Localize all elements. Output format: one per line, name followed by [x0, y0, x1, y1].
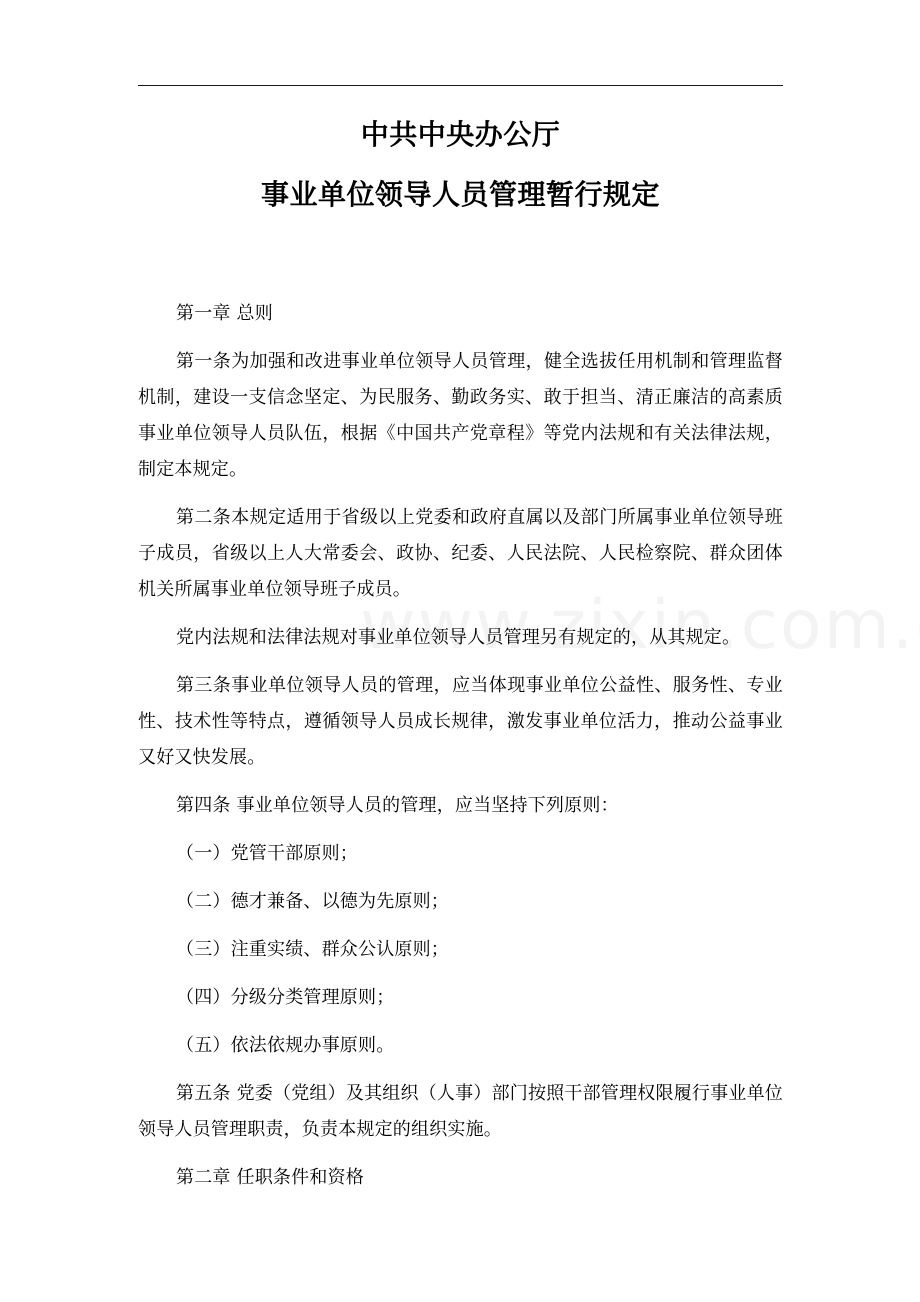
principle-item: （一）党管干部原则； [176, 843, 358, 864]
article-1: 第一条为加强和改进事业单位领导人员管理，健全选拔任用机制和管理监督机制，建设一支信念坚定、为民服务、勤政务实、敢于担当、清正廉洁的高素质事业单位领导人员队伍，根据《中国共产党章程》等党内法规和有关法律法规，制定本规定。 [138, 351, 783, 480]
article-2: 第二条本规定适用于省级以上党委和政府直属以及部门所属事业单位领导班子成员，省级以上人大常委会、政协、纪委、人民法院、人民检察院、群众团体机关所属事业单位领导班子成员。 [138, 507, 783, 600]
principle-item: （二）德才兼备、以德为先原则； [176, 891, 449, 912]
document-body [138, 296, 783, 1208]
article-2-note: 党内法规和法律法规对事业单位领导人员管理另有规定的，从其规定。 [176, 627, 741, 648]
issuer-title: 中共中央办公厅 [360, 118, 561, 151]
principle-item: （三）注重实绩、群众公认原则； [176, 939, 449, 960]
chapter-2-heading: 第二章 任职条件和资格 [176, 1167, 364, 1188]
article-3: 第三条事业单位领导人员的管理，应当体现事业单位公益性、服务性、专业性、技术性等特点，遵循领导人员成长规律，激发事业单位活力，推动公益事业又好又快发展。 [138, 675, 783, 768]
principle-item: （四）分级分类管理原则； [176, 987, 395, 1008]
article-5: 第五条 党委（党组）及其组织（人事）部门按照干部管理权限履行事业单位领导人员管理职责，负责本规定的组织实施。 [138, 1083, 783, 1140]
header-rule [138, 85, 783, 86]
article-4: 第四条 事业单位领导人员的管理，应当坚持下列原则： [176, 795, 619, 816]
chapter-1-heading: 第一章 总则 [176, 303, 273, 324]
document-title: 事业单位领导人员管理暂行规定 [260, 178, 660, 211]
principle-item: （五）依法依规办事原则。 [176, 1035, 395, 1056]
